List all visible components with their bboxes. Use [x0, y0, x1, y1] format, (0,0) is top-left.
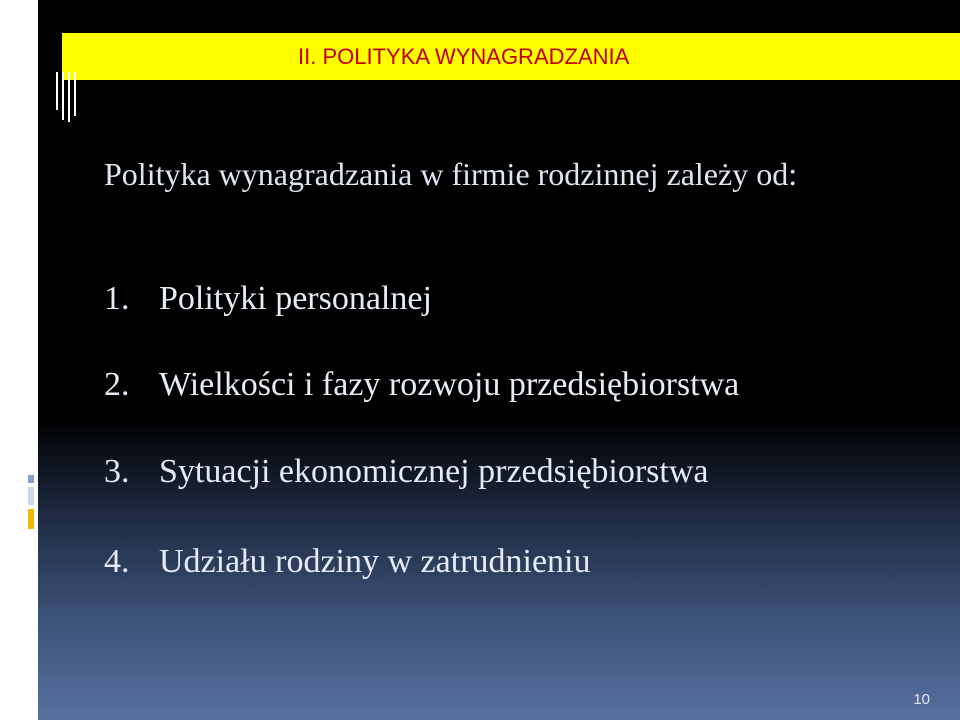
side-mark [28, 475, 34, 483]
list-item-text: Polityki personalnej [159, 280, 432, 317]
side-color-marks [28, 475, 36, 535]
list-item-number: 4. [104, 543, 130, 580]
list-item [104, 543, 590, 581]
slide-title: II. POLITYKA WYNAGRADZANIA [298, 44, 630, 69]
list-item [104, 366, 739, 404]
decorative-line [74, 72, 76, 116]
list-item-number: 2. [104, 366, 130, 403]
list-item-text: Wielkości i fazy rozwoju przedsiębiorstwa [159, 366, 740, 403]
intro-text: Polityka wynagradzania w firmie rodzinnej zależy od: [104, 156, 798, 192]
list-item-number: 1. [104, 280, 130, 317]
page-number: 10 [913, 691, 930, 708]
list-item-text: Udziału rodziny w zatrudnieniu [159, 543, 591, 580]
list-item-text: Sytuacji ekonomicznej przedsiębiorstwa [159, 453, 709, 490]
side-mark [28, 509, 34, 529]
list-item [104, 453, 709, 491]
list-item-number: 3. [104, 453, 130, 490]
slide-background [38, 0, 960, 720]
decorative-line [62, 72, 64, 120]
side-mark [28, 487, 34, 505]
decorative-line [56, 72, 58, 110]
list-item [104, 280, 432, 318]
decorative-lines [54, 72, 78, 122]
title-bar [62, 33, 960, 80]
decorative-line [68, 72, 70, 122]
